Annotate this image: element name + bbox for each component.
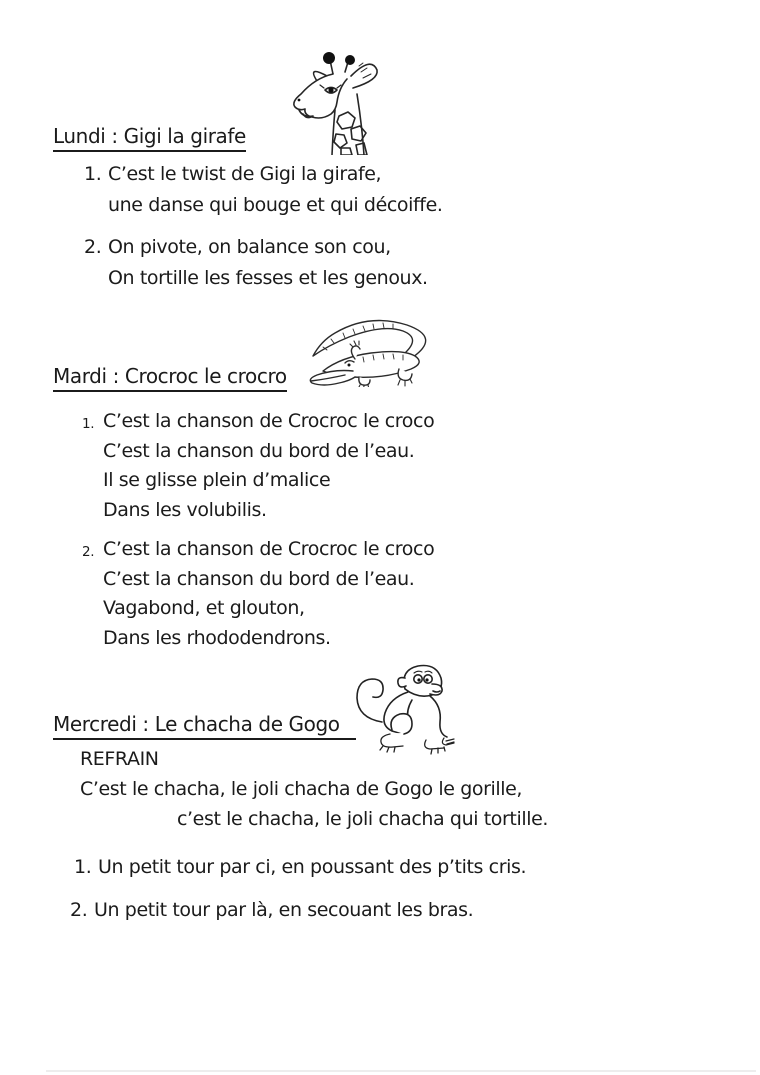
verse-number: 1. — [84, 163, 102, 185]
section-heading-mercredi: Mercredi : Le chacha de Gogo — [53, 712, 356, 740]
lyric-line: C’est la chanson de Crocroc le croco — [103, 410, 435, 432]
verse-number: 2. — [82, 544, 95, 560]
lyric-line: Vagabond, et glouton, — [103, 597, 305, 619]
verse-number: 1. — [74, 856, 92, 878]
refrain-line: C’est le chacha, le joli chacha de Gogo le gorille, — [80, 778, 523, 800]
section-heading-lundi: Lundi : Gigi la girafe — [53, 124, 246, 152]
lyric-line: On pivote, on balance son cou, — [108, 236, 391, 258]
monkey-drawing — [348, 658, 463, 758]
lyric-line: Un petit tour par là, en secouant les bras. — [94, 899, 474, 921]
lyric-line: C’est la chanson du bord de l’eau. — [103, 567, 415, 590]
verse — [84, 159, 443, 221]
lyric-line: Dans les volubilis. — [103, 498, 267, 521]
lyric-line: C’est la chanson de Crocroc le croco — [103, 538, 435, 560]
verse — [74, 852, 526, 883]
section-heading-mardi: Mardi : Crocroc le crocro — [53, 364, 287, 392]
lyric-line: Il se glisse plein d’malice — [103, 469, 331, 491]
crocodile-drawing — [303, 311, 448, 387]
refrain-line: c’est le chacha, le joli chacha qui tortille. — [177, 808, 549, 830]
lyric-line: une danse qui bouge et qui décoiffe. — [108, 194, 443, 216]
verse — [82, 407, 434, 525]
lyric-line: Dans les rhododendrons. — [103, 626, 331, 649]
verse — [84, 232, 428, 294]
lyric-line: C’est la chanson du bord de l’eau. — [103, 439, 415, 462]
lyric-line: C’est le twist de Gigi la girafe, — [108, 163, 382, 185]
lyric-line: Un petit tour par ci, en poussant des p’tits cris. — [98, 856, 527, 878]
verse-number: 2. — [70, 899, 88, 921]
verse — [82, 535, 434, 653]
scan-artifact-line — [46, 1070, 756, 1072]
refrain-label: REFRAIN — [80, 748, 159, 770]
verse-number: 2. — [84, 236, 102, 258]
verse-number: 1. — [82, 416, 95, 432]
giraffe-drawing — [289, 50, 389, 155]
verse — [70, 895, 473, 926]
lyric-line: On tortille les fesses et les genoux. — [108, 267, 428, 289]
